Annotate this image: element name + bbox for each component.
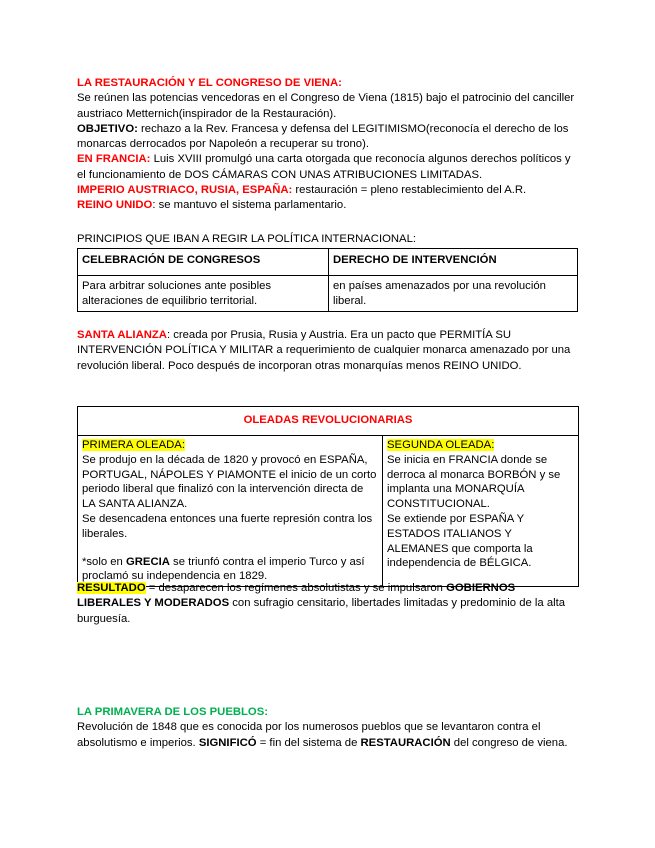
principios-intro: PRINCIPIOS QUE IBAN A REGIR LA POLÍTICA INTERNACIONAL: xyxy=(77,233,416,245)
primavera-text3: del congreso de viena. xyxy=(450,736,568,749)
resultado-bold: GOBIERNOS LIBERALES Y MODERADOS xyxy=(77,582,516,610)
primavera-section xyxy=(77,705,579,751)
imperio-label: IMPERIO AUSTRIACO, RUSIA, ESPAÑA: xyxy=(77,184,293,197)
francia-text: Luis XVIII promulgó una carta otorgada que reconocía algunos derechos políticos y el funcionamiento de DOS CÁMARAS CON UNAS ATRIBUCIONES LIMITADAS. xyxy=(77,153,571,181)
note-bold: GRECIA xyxy=(125,555,170,568)
primera-oleada-p2: Se desencadena entonces una fuerte represión contra los liberales. xyxy=(82,512,373,540)
segunda-oleada-cell xyxy=(383,436,579,587)
restauracion-section xyxy=(77,76,577,214)
reino-label: REINO UNIDO xyxy=(77,199,153,212)
objetivo-label: OBJETIVO: xyxy=(77,122,138,135)
principios-col1-header: CELEBRACIÓN DE CONGRESOS xyxy=(78,249,329,276)
principios-col2-header: DERECHO DE INTERVENCIÓN xyxy=(329,249,578,276)
reino-text: : se mantuvo el sistema parlamentario. xyxy=(152,199,347,212)
resultado-text1: = desaparecen los regímenes absolutistas y se impulsaron xyxy=(145,582,447,594)
primera-oleada-label: PRIMERA OLEADA: xyxy=(82,439,185,451)
francia-paragraph xyxy=(77,152,577,183)
primavera-paragraph xyxy=(77,720,579,751)
primera-oleada-p1: Se produjo en la década de 1820 y provocó en ESPAÑA, PORTUGAL, NÁPOLES Y PIAMONTE el inicio de un corto periodo liberal que finalizó con la intervención directa de LA SANTA ALIANZA. xyxy=(82,453,377,511)
oleadas-title: OLEADAS REVOLUCIONARIAS xyxy=(78,407,579,436)
francia-label: EN FRANCIA: xyxy=(77,153,151,166)
principios-col2-text: en países amenazados por una revolución liberal. xyxy=(329,276,578,312)
note-pre: *solo en xyxy=(82,555,126,568)
resultado-label: RESULTADO xyxy=(77,582,146,594)
primavera-text1: Revolución de 1848 que es conocida por los numerosos pueblos que se levantaron contra el absolutismo e imperios. xyxy=(77,721,541,749)
principios-table xyxy=(77,248,578,312)
segunda-oleada-label: SEGUNDA OLEADA: xyxy=(387,439,495,451)
santa-alianza-label: SANTA ALIANZA xyxy=(77,329,167,341)
primera-oleada-note xyxy=(82,555,378,585)
primavera-heading: LA PRIMAVERA DE LOS PUEBLOS: xyxy=(77,706,269,718)
imperio-text: restauración = pleno restablecimiento del A.R. xyxy=(292,184,527,197)
primavera-text2: = fin del sistema de xyxy=(256,736,361,749)
segunda-oleada-p1: Se inicia en FRANCIA donde se derroca al monarca BORBÓN y se implanta una MONARQUÍA CONSTITUCIONAL. xyxy=(387,453,561,511)
imperio-paragraph xyxy=(77,183,577,198)
objetivo-text: rechazo a la Rev. Francesa y defensa del LEGITIMISMO(reconocía el derecho de los monarcas derrocados por Napoleón a recuperar su trono). xyxy=(77,122,569,151)
resultado-paragraph xyxy=(77,581,579,627)
restauracion-intro: Se reúnen las potencias vencedoras en el Congreso de Viena (1815) bajo el patrocinio del canciller austriaco Metternich(inspirador de la Restauración). xyxy=(77,92,575,120)
note-post: se triunfó contra el imperio Turco y así proclamó su independencia en 1829. xyxy=(82,555,365,583)
primavera-significo: SIGNIFICÓ xyxy=(198,736,257,749)
oleadas-table xyxy=(77,406,579,587)
primera-oleada-cell xyxy=(78,436,383,587)
primavera-restauracion: RESTAURACIÓN xyxy=(360,736,451,749)
reino-paragraph xyxy=(77,198,577,213)
restauracion-heading: LA RESTAURACIÓN Y EL CONGRESO DE VIENA: xyxy=(77,77,342,89)
santa-alianza-paragraph xyxy=(77,328,579,374)
resultado-text2: con sufragio censitario, libertades limitadas y predominio de la alta burguesía. xyxy=(77,597,566,625)
objetivo-paragraph xyxy=(77,122,577,153)
segunda-oleada-p2: Se extiende por ESPAÑA Y ESTADOS ITALIANOS Y ALEMANES que comporta la independencia de BÉLGICA. xyxy=(387,512,533,570)
principios-col1-text: Para arbitrar soluciones ante posibles alteraciones de equilibrio territorial. xyxy=(78,276,329,312)
santa-alianza-text: : creada por Prusia, Rusia y Austria. Era un pacto que PERMITÍA SU INTERVENCIÓN POLÍTICA Y MILITAR a requerimiento de cualquier monarca amenazado por una revolución liberal. Poco después de incorporan otras monarquías menos REINO UNIDO. xyxy=(77,329,571,372)
